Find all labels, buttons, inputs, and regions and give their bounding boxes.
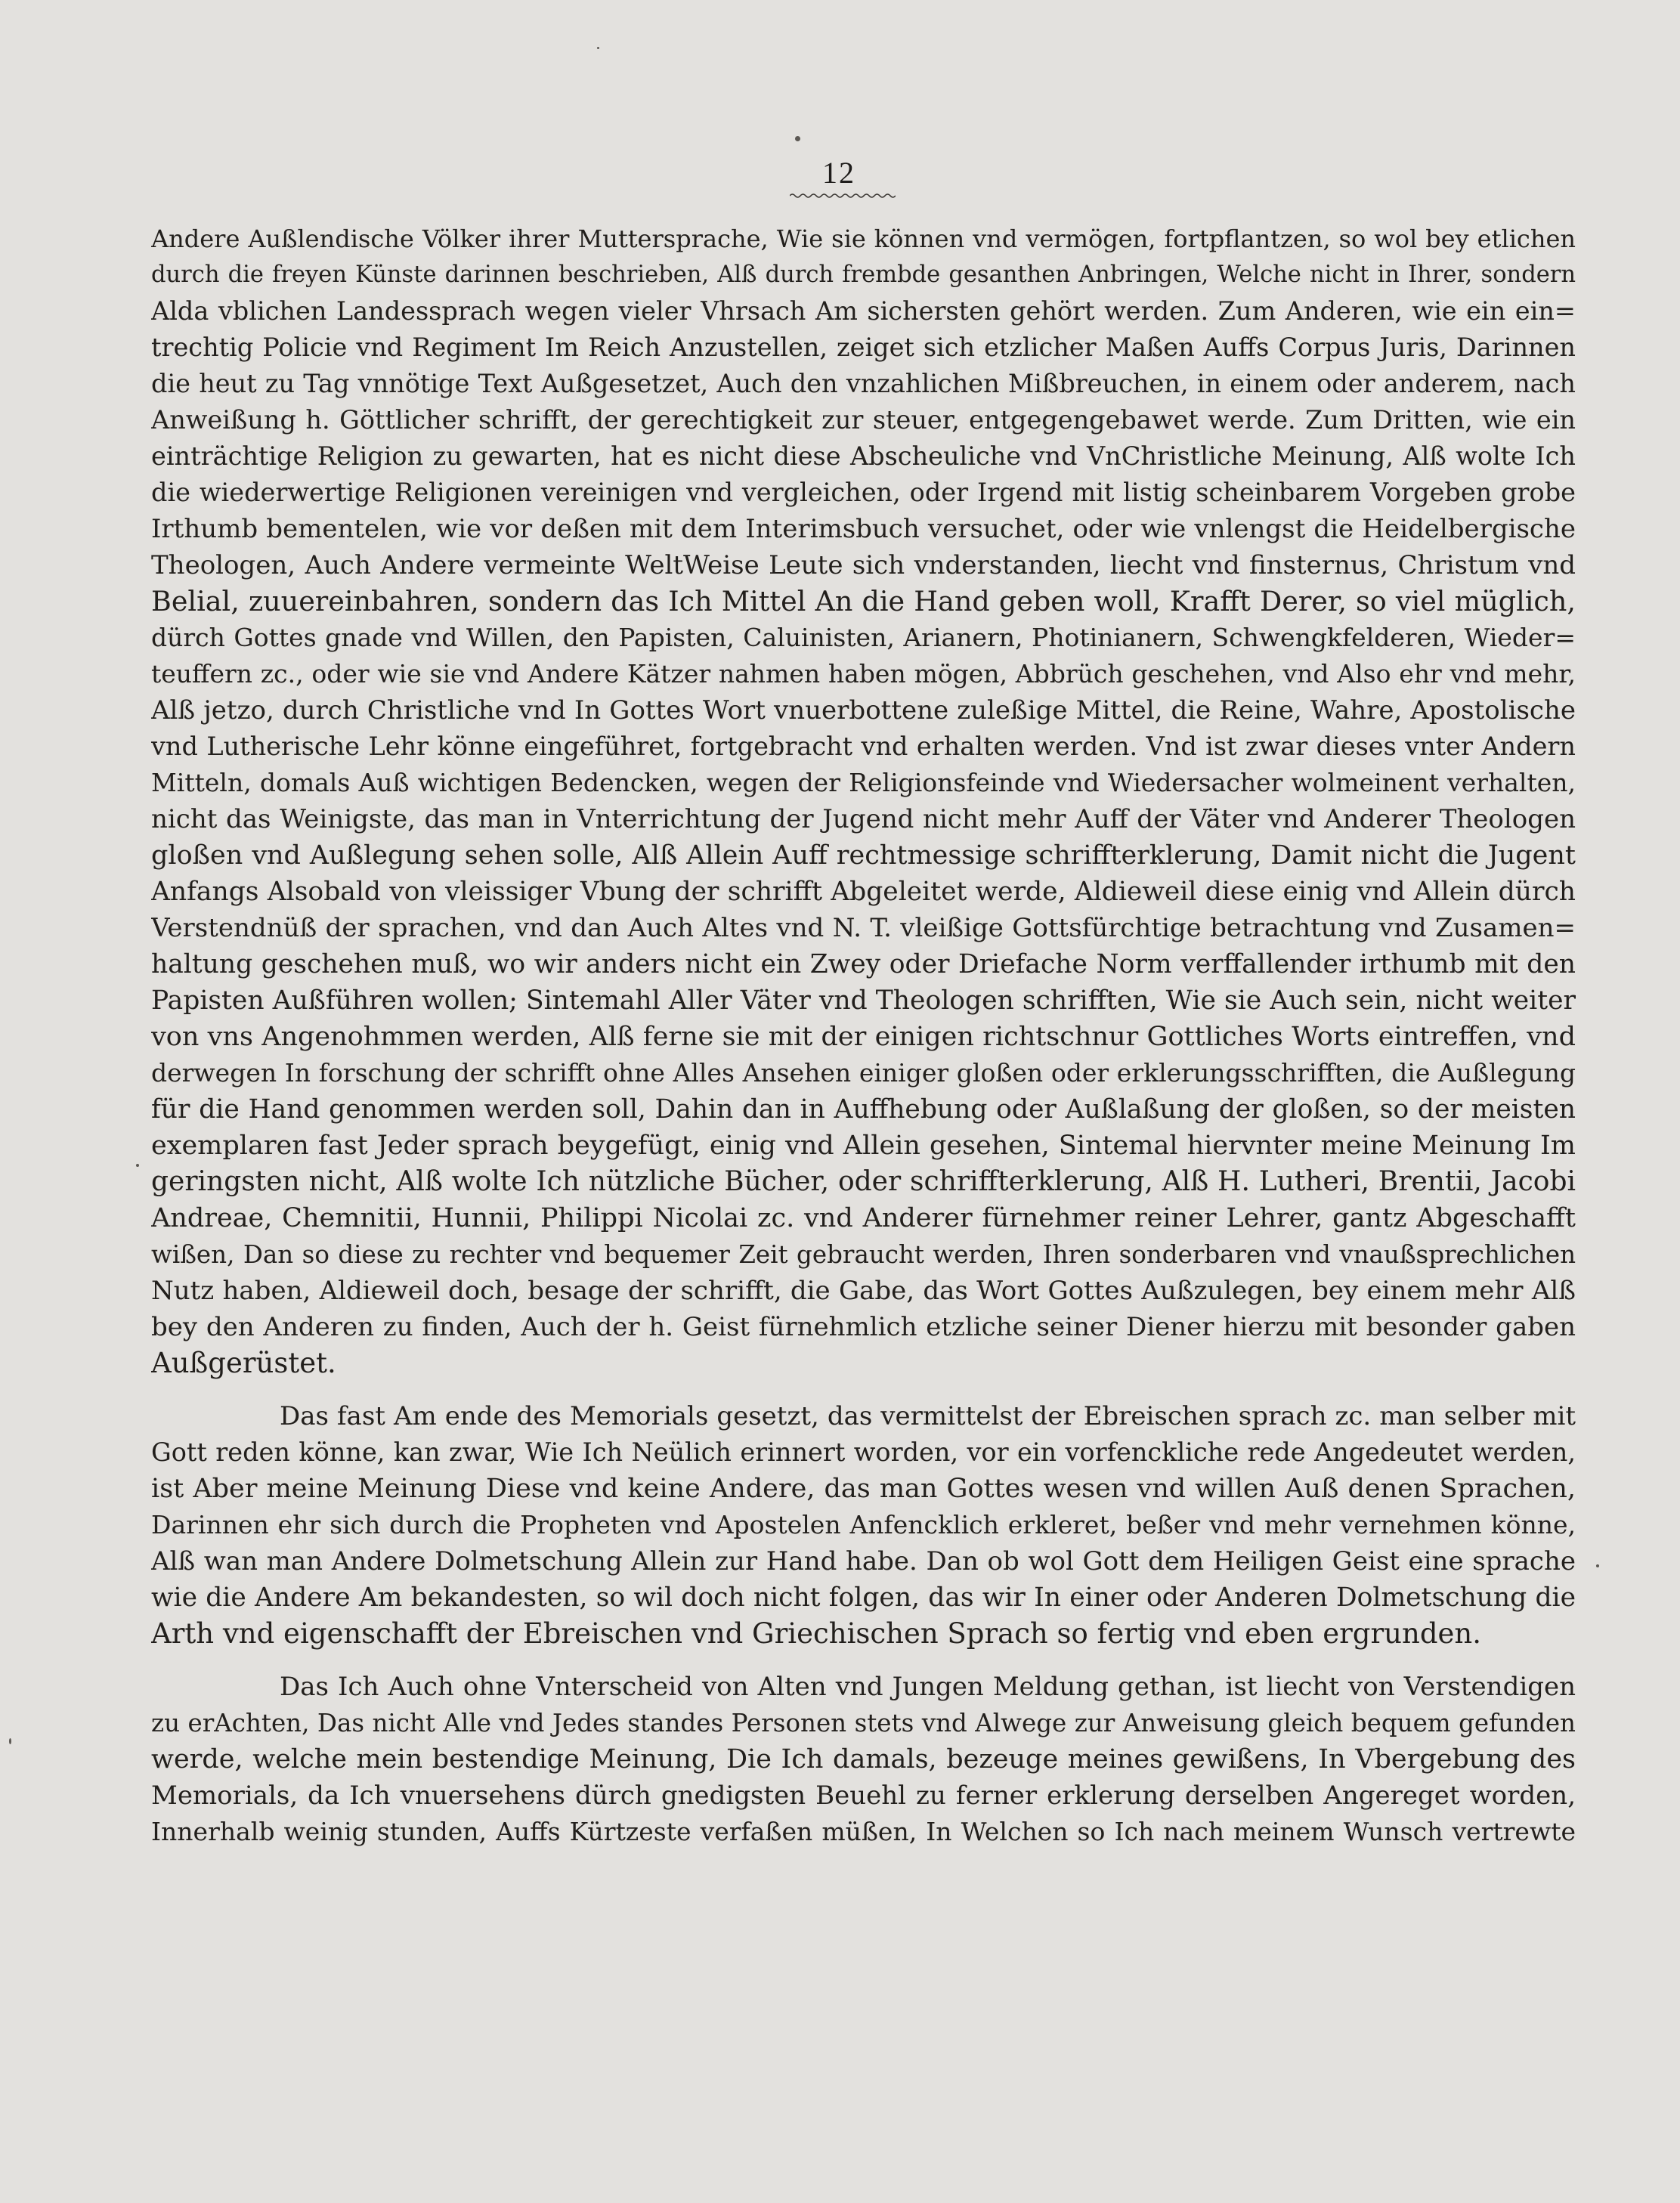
body-text	[151, 221, 1576, 1850]
text-line: nicht das Weinigste, das man in Vnterrichtung der Jugend nicht mehr Auff der Väter vnd Anderer Theologen	[151, 804, 1576, 834]
text-line: haltung geschehen muß, wo wir anders nicht ein Zwey oder Driefache Norm verffallender irthumb mit den	[151, 949, 1576, 979]
paper-speck	[597, 47, 599, 49]
text-line: Darinnen ehr sich durch die Propheten vnd Apostelen Anfencklich erkleret, beßer vnd mehr vernehmen könne,	[151, 1510, 1576, 1539]
text-line: für die Hand genommen werden soll, Dahin dan in Auffhebung oder Außlaßung der gloßen, so der meisten	[151, 1094, 1576, 1125]
text-line: Belial, zuuereinbahren, sondern das Ich Mittel An die Hand geben woll, Krafft Derer, so viel müglich,	[151, 585, 1576, 617]
text-line: Außgerüstet.	[151, 1347, 336, 1379]
page-number: 12	[822, 156, 855, 190]
text-line: werde, welche mein bestendige Meinung, Die Ich damals, bezeuge meines gewißens, In Vbergebung des	[151, 1744, 1576, 1774]
text-line: Verstendnüß der sprachen, vnd dan Auch Altes vnd N. T. vleißige Gottsfürchtige betrachtung vnd Zusamen=	[151, 913, 1576, 943]
paragraph	[151, 221, 1576, 1382]
paragraph	[151, 1669, 1576, 1850]
text-line: Irthumb bementelen, wie vor deßen mit dem Interimsbuch versuchet, oder wie vnlengst die Heidelbergische	[151, 514, 1576, 544]
text-line: derwegen In forschung der schrifft ohne Alles Ansehen einiger gloßen oder erklerungsschrifften, die Außlegung	[151, 1058, 1576, 1088]
text-line: Memorials, da Ich vnuersehens dürch gnedigsten Beuehl zu ferner erklerung derselben Angereget worden,	[151, 1781, 1576, 1811]
text-line: durch die freyen Künste darinnen beschrieben, Alß durch frembde gesanthen Anbringen, Welche nicht in Ihrer, sondern	[151, 261, 1576, 288]
paragraph-gap	[151, 1382, 1576, 1398]
text-line: zu erAchten, Das nicht Alle vnd Jedes standes Personen stets vnd Alwege zur Anweisung gleich bequem gefunden	[151, 1709, 1576, 1737]
text-line: trechtig Policie vnd Regiment Im Reich Anzustellen, zeiget sich etzlicher Maßen Auffs Corpus Juris, Darinnen	[151, 333, 1576, 362]
text-line: Andreae, Chemnitii, Hunnii, Philippi Nicolai zc. vnd Anderer fürnehmer reiner Lehrer, gantz Abgeschafft	[151, 1203, 1576, 1233]
text-line: wißen, Dan so diese zu rechter vnd bequemer Zeit gebraucht werden, Ihren sonderbaren vnd vnaußsprechlichen	[151, 1240, 1576, 1269]
paper-speck	[9, 1738, 11, 1744]
text-line: die heut zu Tag vnnötige Text Außgesetzet, Auch den vnzahlichen Mißbreuchen, in einem oder anderem, nach	[151, 369, 1576, 398]
text-line: die wiederwertige Religionen vereinigen vnd vergleichen, oder Irgend mit listig scheinbarem Vorgeben grobe	[151, 478, 1576, 507]
text-line: Das Ich Auch ohne Vnterscheid von Alten vnd Jungen Meldung gethan, ist liecht von Verstendigen	[280, 1672, 1576, 1702]
text-line: Andere Außlendische Völker ihrer Muttersprache, Wie sie können vnd vermögen, fortpflantzen, so wol bey etlichen	[151, 224, 1576, 253]
text-line: Nutz haben, Aldieweil doch, besage der schrifft, die Gabe, das Wort Gottes Außzulegen, bey einem mehr Alß	[151, 1276, 1576, 1306]
text-line: Alß jetzo, durch Christliche vnd In Gottes Wort vnuerbottene zuleßige Mittel, die Reine, Wahre, Apostolische	[151, 695, 1576, 726]
text-line: gloßen vnd Außlegung sehen solle, Alß Allein Auff rechtmessige schriffterklerung, Damit nicht die Jugent	[151, 840, 1576, 871]
text-line: Alß wan man Andere Dolmetschung Allein zur Hand habe. Dan ob wol Gott dem Heiligen Geist eine sprache	[151, 1546, 1576, 1576]
text-line: Gott reden könne, kan zwar, Wie Ich Neülich erinnert worden, vor ein vorfenckliche rede Angedeutet werden,	[151, 1437, 1576, 1467]
text-line: von vns Angenohmmen werden, Alß ferne sie mit der einigen richtschnur Gottliches Worts eintreffen, vnd	[151, 1022, 1576, 1052]
text-line: Mitteln, domals Auß wichtigen Bedencken, wegen der Religionsfeinde vnd Wiedersacher wolmeinent verhalten,	[151, 768, 1576, 797]
text-line: Alda vblichen Landessprach wegen vieler Vhrsach Am sichersten gehört werden. Zum Anderen, wie ein ein=	[151, 296, 1576, 326]
paper-speck	[1596, 1564, 1599, 1567]
paper-speck	[136, 1164, 139, 1167]
text-line: vnd Lutherische Lehr könne eingeführet, fortgebracht vnd erhalten werden. Vnd ist zwar dieses vnter Andern	[151, 732, 1576, 761]
text-line: einträchtige Religion zu gewarten, hat es nicht diese Abscheuliche vnd VnChristliche Meinung, Alß wolte Ich	[151, 441, 1576, 471]
text-line: teuffern zc., oder wie sie vnd Andere Kätzer nahmen haben mögen, Abbrüch geschehen, vnd Also ehr vnd mehr,	[151, 659, 1576, 688]
text-line: bey den Anderen zu finden, Auch der h. Geist fürnehmlich etzliche seiner Diener hierzu mit besonder gaben	[151, 1312, 1576, 1342]
ornamental-rule	[790, 193, 896, 199]
text-line: Anweißung h. Göttlicher schrifft, der gerechtigkeit zur steuer, entgegengebawet werde. Zum Dritten, wie ein	[151, 405, 1576, 435]
paragraph	[151, 1398, 1576, 1652]
text-line: Papisten Außführen wollen; Sintemahl Aller Väter vnd Theologen schrifften, Wie sie Auch sein, nicht weiter	[151, 985, 1576, 1016]
paper-speck	[795, 136, 800, 141]
text-line: exemplaren fast Jeder sprach beygefügt, einig vnd Allein gesehen, Sintemal hiervnter meine Meinung Im	[151, 1131, 1576, 1161]
text-line: Theologen, Auch Andere vermeinte WeltWeise Leute sich vnderstanden, liecht vnd finsternus, Christum vnd	[151, 550, 1576, 580]
text-line: Innerhalb weinig stunden, Auffs Kürtzeste verfaßen müßen, In Welchen so Ich nach meinem Wunsch vertrewte	[151, 1817, 1576, 1846]
text-line: Das fast Am ende des Memorials gesetzt, das vermittelst der Ebreischen sprach zc. man selber mit	[280, 1401, 1576, 1431]
text-line: Arth vnd eigenschafft der Ebreischen vnd Griechischen Sprach so fertig vnd eben ergrunden.	[151, 1617, 1482, 1650]
text-line: geringsten nicht, Alß wolte Ich nützliche Bücher, oder schriffterklerung, Alß H. Lutheri, Brentii, Jacobi	[151, 1166, 1576, 1197]
text-line: ist Aber meine Meinung Diese vnd keine Andere, das man Gottes wesen vnd willen Auß denen Sprachen,	[151, 1474, 1576, 1504]
text-line: Anfangs Alsobald von vleissiger Vbung der schrifft Abgeleitet werde, Aldieweil diese einig vnd Allein dürch	[151, 877, 1576, 907]
text-line: wie die Andere Am bekandesten, so wil doch nicht folgen, das wir In einer oder Anderen Dolmetschung die	[151, 1583, 1576, 1613]
text-line: dürch Gottes gnade vnd Willen, den Papisten, Caluinisten, Arianern, Photinianern, Schwengkfelderen, Wieder=	[151, 623, 1576, 652]
paragraph-gap	[151, 1652, 1576, 1669]
